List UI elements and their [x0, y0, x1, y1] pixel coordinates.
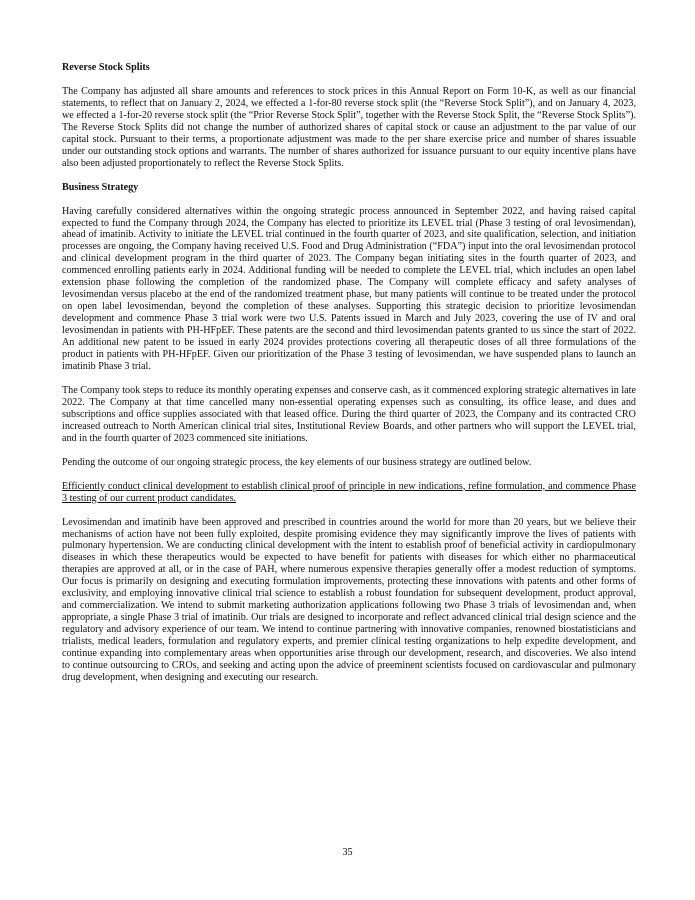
document-page [62, 62, 636, 696]
business-strategy-paragraph-3: Pending the outcome of our ongoing strategic process, the key elements of our business strategy are outlined below. [62, 456, 532, 468]
page-number: 35 [342, 847, 353, 858]
business-strategy-heading: Business Strategy [62, 181, 139, 193]
business-strategy-paragraph-1: Having carefully considered alternatives within the ongoing strategic process announced in September 2022, and having raised capital expected to fund the Company through 2024, the Company has elected to prioritize its LEVEL trial (Phase 3 testing of oral levosimendan), ahead of imatinib. Activity to initiate the LEVEL trial continued in the fourth quarter of 2023, and site qualification, selection, and initiation processes are ongoing, the Company having received U.S. Food and Drug Administration (“FDA”) input into the oral levosimendan protocol and clinical development program in the third quarter of 2023. The Company began initiating sites in the fourth quarter of 2023, and commenced enrolling patients early in 2024. Additional funding will be needed to complete the LEVEL trial, which includes an open label extension phase following the completion of the randomized phase. The Company will complete efficacy and safety analyses of levosimendan versus placebo at the end of the randomized treatment phase, but many patients will continue to be treated under the protocol on open label levosimendan, beyond the completion of these analyses. Supporting this strategic decision to prioritize levosimendan development and commence Phase 3 trial work were two U.S. Patents issued in March and July 2023, covering the use of IV and oral levosimendan in patients with PH-HFpEF. These patents are the second and third levosimendan patents granted to us since the start of 2022. An additional new patent to be issued in early 2024 provides protections covering all therapeutic doses of all three formulations of the product in patients with PH-HFpEF. Given our prioritization of the Phase 3 testing of levosimendan, we have suspended plans to launch an imatinib Phase 3 trial. [62, 205, 636, 372]
business-strategy-paragraph-4: Levosimendan and imatinib have been approved and prescribed in countries around the world for more than 20 years, but we believe their mechanisms of action have not been fully exploited, despite promising evidence they may significantly improve the lives of patients with pulmonary hypertension. We are conducting clinical development with the intent to establish proof of beneficial activity in cardiopulmonary diseases in which these therapeutics would be expected to have benefit for patients with diseases for which either no pharmaceutical therapies are approved at all, or in the case of PAH, where numerous expensive therapies generally offer a modest reduction of symptoms. Our focus is primarily on designing and executing formulation improvements, protecting these innovations with patents and other forms of exclusivity, and employing innovative clinical trial science to establish a robust foundation for subsequent development, product approval, and commercialization. We intend to submit marketing authorization applications following two Phase 3 trials of levosimendan and, when appropriate, a single Phase 3 trial of imatinib. Our trials are designed to incorporate and reflect advanced clinical trial design science and the regulatory and advisory experience of our team. We intend to continue partnering with innovative companies, renowned biostatisticians and trialists, medical leaders, formulation and regulatory experts, and premier clinical testing organizations to help expedite development, and continue expanding into complementary areas when opportunities arise through our development, research, and discoveries. We also intend to continue outsourcing to CROs, and seeking and acting upon the advice of preeminent scientists focused on cardiovascular and pulmonary drug development, when designing and executing our research. [62, 516, 636, 683]
clinical-development-subheading: Efficiently conduct clinical development to establish clinical proof of principle in new indications, refine formulation, and commence Phase 3 testing of our current product candidates. [62, 480, 636, 504]
reverse-stock-splits-paragraph: The Company has adjusted all share amounts and references to stock prices in this Annual Report on Form 10-K, as well as our financial statements, to reflect that on January 2, 2024, we effected a 1-for-80 reverse stock split (the “Reverse Stock Split”), and on January 4, 2023, we effected a 1-for-20 reverse stock split (the “Prior Reverse Stock Split”, together with the Reverse Stock Split, the “Reverse Stock Splits”). The Reverse Stock Splits did not change the number of authorized shares of capital stock or cause an adjustment to the par value of our capital stock. Pursuant to their terms, a proportionate adjustment was made to the per share exercise price and number of shares issuable under our outstanding stock options and warrants. The number of shares authorized for issuance pursuant to our equity incentive plans have also been adjusted proportionately to reflect the Reverse Stock Splits. [62, 85, 636, 169]
business-strategy-paragraph-2: The Company took steps to reduce its monthly operating expenses and conserve cash, as it commenced exploring strategic alternatives in late 2022. The Company at that time cancelled many non-essential operating expenses such as consulting, its office lease, and dues and subscriptions and office supplies associated with that leased office. During the third quarter of 2023, the Company and its contracted CRO increased outreach to North American clinical trial sites, Institutional Review Boards, and other partners who will support the LEVEL trial, and in the fourth quarter of 2023 commenced site initiations. [62, 384, 636, 444]
reverse-stock-splits-heading: Reverse Stock Splits [62, 62, 150, 73]
